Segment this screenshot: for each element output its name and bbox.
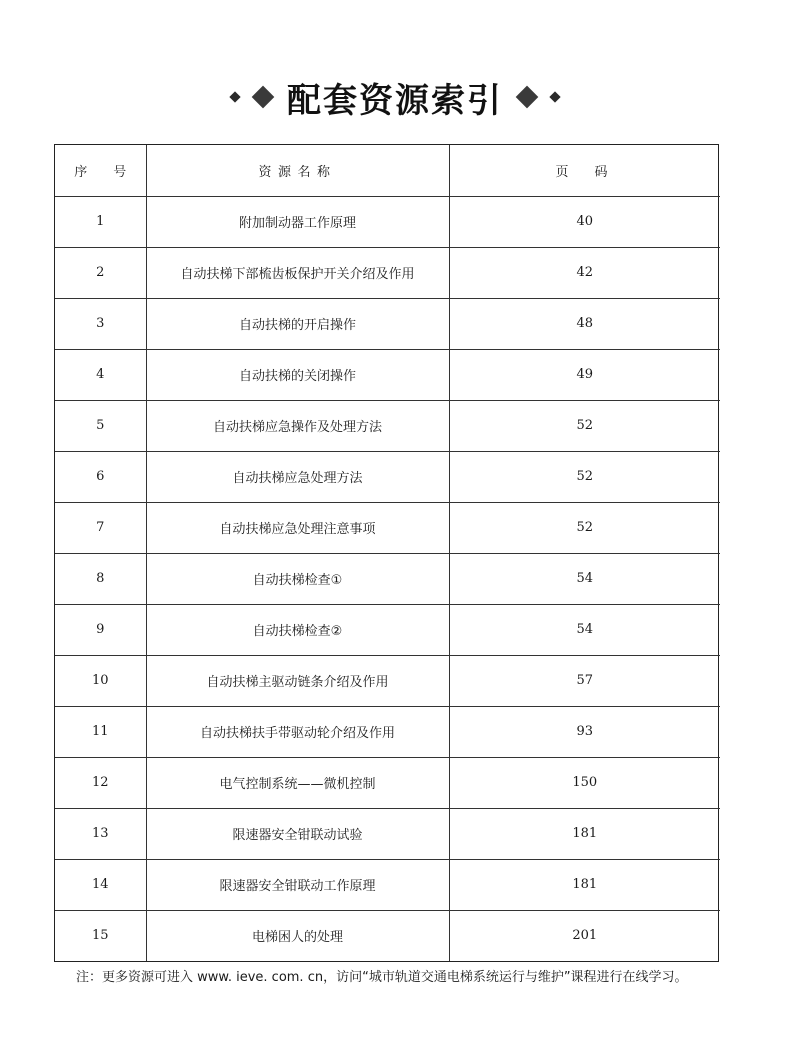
row-index-cell: 13 (55, 808, 146, 859)
table-row (55, 400, 720, 451)
row-name-cell: 自动扶梯下部梳齿板保护开关介绍及作用 (146, 247, 449, 298)
row-page-cell: 93 (449, 706, 720, 757)
diamond-icon (549, 91, 560, 102)
row-name-cell: 电气控制系统——微机控制 (146, 757, 449, 808)
table-row (55, 859, 720, 910)
title-decoration-left (231, 89, 271, 105)
footnote: 注：更多资源可进入 www. ieve. com. cn，访问“城市轨道交通电梯系统运行与维护”课程进行在线学习。 (76, 970, 688, 985)
row-page-cell: 150 (449, 757, 720, 808)
row-name-cell: 自动扶梯的开启操作 (146, 298, 449, 349)
row-index-cell: 4 (55, 349, 146, 400)
row-index-cell: 15 (55, 910, 146, 961)
row-index-cell: 1 (55, 196, 146, 247)
row-name-cell: 限速器安全钳联动工作原理 (146, 859, 449, 910)
table-row (55, 706, 720, 757)
table-row (55, 808, 720, 859)
table-body (55, 196, 720, 961)
row-name-cell: 自动扶梯的关闭操作 (146, 349, 449, 400)
row-index-cell: 5 (55, 400, 146, 451)
table-row (55, 196, 720, 247)
header-page: 页 码 (449, 145, 720, 196)
row-page-cell: 54 (449, 604, 720, 655)
resource-index-table (55, 145, 720, 961)
row-index-cell: 8 (55, 553, 146, 604)
row-index-cell: 7 (55, 502, 146, 553)
table-row (55, 349, 720, 400)
row-page-cell: 42 (449, 247, 720, 298)
table-row (55, 604, 720, 655)
title-decoration-right (519, 89, 559, 105)
row-page-cell: 54 (449, 553, 720, 604)
row-index-cell: 6 (55, 451, 146, 502)
row-index-cell: 2 (55, 247, 146, 298)
row-name-cell: 自动扶梯检查① (146, 553, 449, 604)
row-page-cell: 181 (449, 859, 720, 910)
row-name-cell: 限速器安全钳联动试验 (146, 808, 449, 859)
row-name-cell: 附加制动器工作原理 (146, 196, 449, 247)
row-name-cell: 电梯困人的处理 (146, 910, 449, 961)
row-page-cell: 49 (449, 349, 720, 400)
row-index-cell: 9 (55, 604, 146, 655)
diamond-icon (229, 91, 240, 102)
table-row (55, 298, 720, 349)
row-index-cell: 11 (55, 706, 146, 757)
header-index: 序 号 (55, 145, 146, 196)
table-row (55, 502, 720, 553)
row-name-cell: 自动扶梯主驱动链条介绍及作用 (146, 655, 449, 706)
diamond-icon (252, 86, 275, 109)
table-row (55, 247, 720, 298)
row-name-cell: 自动扶梯应急处理方法 (146, 451, 449, 502)
row-page-cell: 40 (449, 196, 720, 247)
row-page-cell: 48 (449, 298, 720, 349)
table-header-row (55, 145, 720, 196)
table-row (55, 910, 720, 961)
row-name-cell: 自动扶梯检查② (146, 604, 449, 655)
row-page-cell: 181 (449, 808, 720, 859)
table-row (55, 553, 720, 604)
header-name: 资源名称 (146, 145, 449, 196)
row-index-cell: 10 (55, 655, 146, 706)
row-page-cell: 57 (449, 655, 720, 706)
title-banner (0, 72, 790, 122)
row-name-cell: 自动扶梯应急处理注意事项 (146, 502, 449, 553)
row-page-cell: 52 (449, 502, 720, 553)
diamond-icon (516, 86, 539, 109)
row-page-cell: 52 (449, 451, 720, 502)
row-index-cell: 14 (55, 859, 146, 910)
row-name-cell: 自动扶梯扶手带驱动轮介绍及作用 (146, 706, 449, 757)
resource-index-table-frame (54, 144, 719, 962)
table-row (55, 451, 720, 502)
page-title: 配套资源索引 (287, 80, 503, 121)
row-page-cell: 52 (449, 400, 720, 451)
row-index-cell: 12 (55, 757, 146, 808)
table-row (55, 757, 720, 808)
row-name-cell: 自动扶梯应急操作及处理方法 (146, 400, 449, 451)
row-index-cell: 3 (55, 298, 146, 349)
table-row (55, 655, 720, 706)
row-page-cell: 201 (449, 910, 720, 961)
